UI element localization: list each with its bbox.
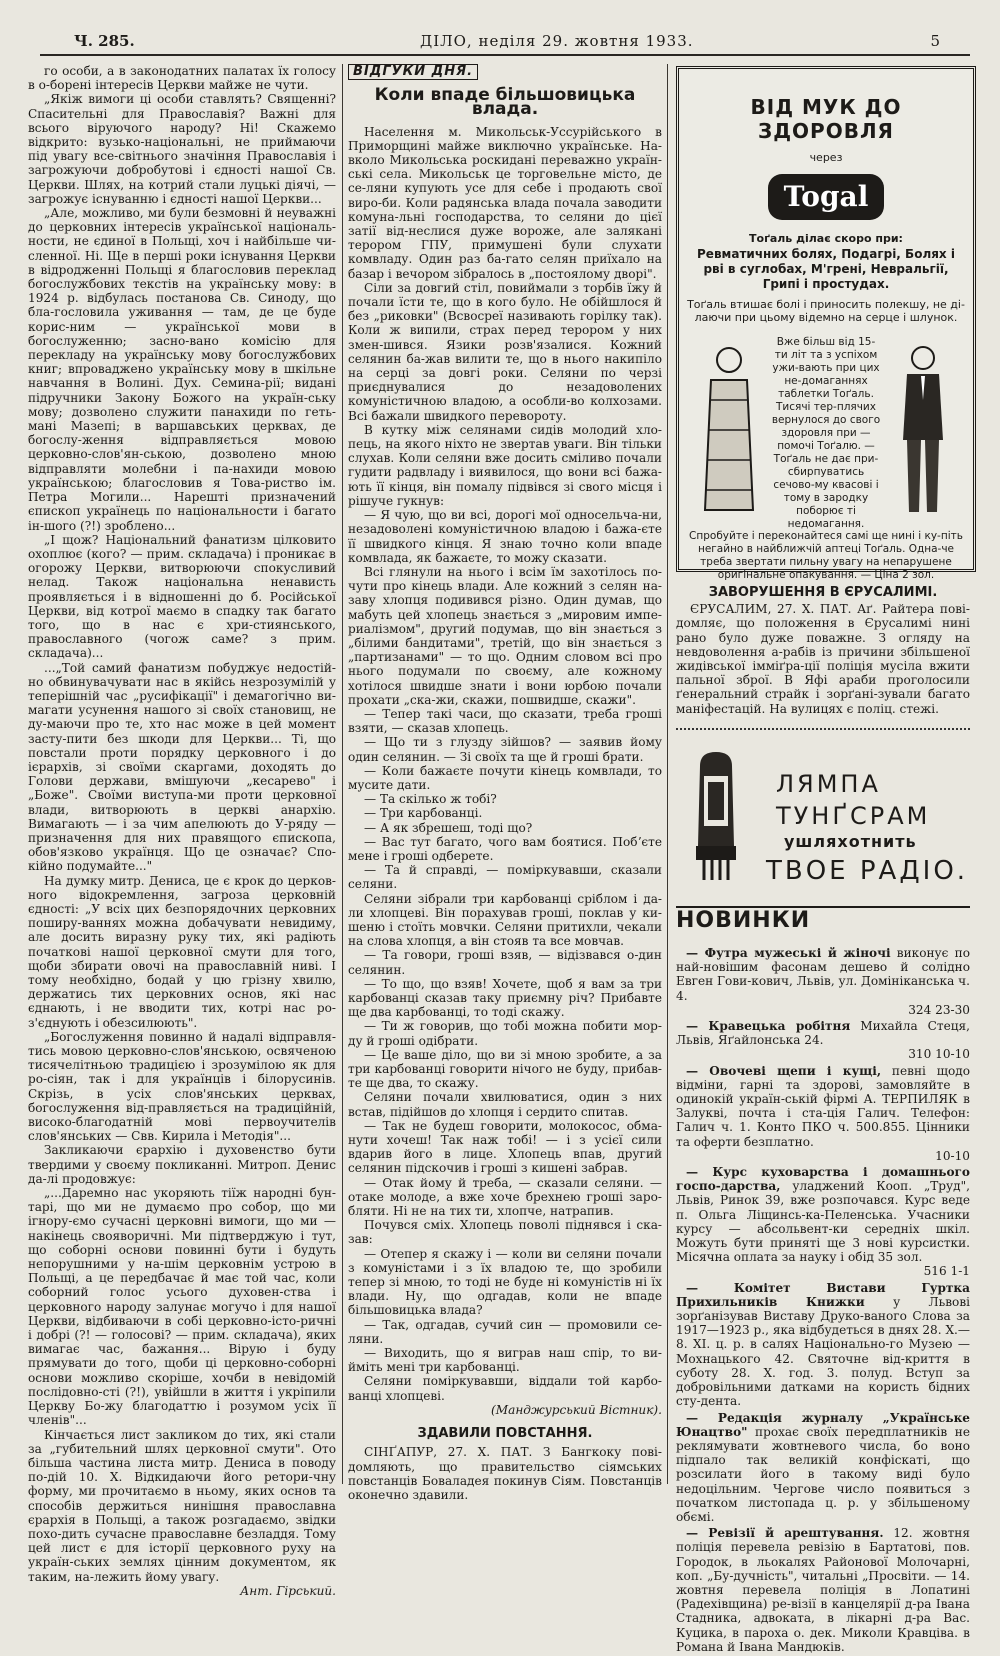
paragraph: Кінчається лист закликом до тих, які стали за „губительний шлях церковної смути". Ото більша частина листа митр. Дениса в поводу по-дій 10. X. Відкидаючи його ретори-чну форму, ми прочитаємо в ньому, яких основ та способів держиться нинішня православна єрархія в Польщі, а також розгадаємо, звідки похо-дить сучасне православне безладдя. Тому цей лист є для історії церковного руху на україн-ських землях цінним документом, як таким, на-лежить йому увагу. (28, 1427, 336, 1584)
news-item (676, 1064, 970, 1163)
paragraph: го особи, а в законодатних палатах їх голосу в о-борені інтересів Церкви майже не чути. (28, 64, 336, 93)
ad-illustration (679, 330, 973, 530)
togal-advertisement (676, 66, 976, 581)
paragraph: Населення м. Микольськ-Уссурійського в Приморщині майже виключно українське. На-вколо Микольська роскидані переважно україн-ські села. Микольськ це торговельне місто, де се-ляни купують усе для себе і продають свої виро-би. Коли радянська влада почала заводити комуна-льні господарства, то селяни до цієї затії від-неслися дуже вороже, але залякані терором ГПУ, примушені були слухати комвладу. Один раз ба-гато селян приїхало на базар і вечором зібралось в „постоялому дворі". (348, 124, 662, 281)
issue-number: Ч. 285. (74, 32, 135, 50)
column-1-article (28, 64, 336, 1598)
news-item-lead: — Редакція журналу „Українське Юнацтво" (676, 1410, 970, 1439)
healthy-man-figure (893, 340, 953, 520)
news-item (676, 1281, 970, 1409)
column-rule (667, 64, 668, 1484)
ad-code: 324 23-30 (908, 1002, 970, 1017)
masthead-date: ДІЛО, неділя 29. жовтня 1933. (420, 32, 694, 50)
news-item-text: прохає своїх передплатників не реклямувати жовтневого числа, бо воно підпало так великій конфіскаті, що розсилати його в такому виді було недоцільним. Чергове число появиться з початком листопада ц. р. у збільшеному обємі. (676, 1424, 970, 1524)
paragraph: Закликаючи єрархію і духовенство бути твердими у своєму покликанні. Митроп. Денис да-лі продовжує: (28, 1143, 336, 1186)
news-item-text: 12. жовтня поліція перевела ревізію в Бартатові, пов. Городок, в льокалях Районової Молочарні, коп. „Бу-дучність", читальні „Просвіти. — 14. жовтня перевела поліція в Лопатині (Радехівщина) ре-візії в канцелярії д-ра Івана Стадника, адвоката, в лікарні д-ра Вас. Куцика, в пароха о. дек. Миколи Кравціва. в Романа й Івана Мандюків. (676, 1526, 970, 1654)
paragraph: — А як збрешеш, тоді що? (364, 820, 533, 835)
news-item (676, 1526, 970, 1654)
paragraph: „Якіж вимоги ці особи ставлять? Священні? Спасительні для Православія? Важні для всього віруючого народу? Ні! Скажемо відкрито: вузько-національні, не приймаючи під увагу все-світнього значіння Православія і загрожуючи добробутові і єдності нашої Св. Церкви. Шлях, на котрий стали луцькі діячі, — загрожує існуванню і єдності нашої Церкви... (28, 92, 336, 206)
paragraph: Селяни поміркувавши, віддали той карбо-ванці хлопцеві. (348, 1374, 662, 1403)
news-item-text: виконує по най-новішим фасонам дешево й солідно Евген Гови-кович, Львів, ул. Домініканська ч. 4. (676, 946, 970, 1003)
news-item-lead: — Курс куховарства і домашнього госпо-дарства, (676, 1165, 970, 1194)
news-headline: ЗАВОРУШЕННЯ В ЄРУСАЛИМІ. (708, 585, 938, 600)
paragraph: В кутку між селянами сидів молодий хло-пець, на якого ніхто не звертав уваги. Він тільки слухав. Коли селяни вже досить сміливо почали гудити радвладу і виявилося, що вони всі бажа-ють її кінця, він помалу підвівся зі свого місця і рішуче гукнув: (348, 422, 662, 508)
paragraph: „...Даремно нас укоряють тіїж народні бун-тарі, що ми не думаємо про собор, що ми ігнору-ємо сучасні церковні вимоги, що ми — накінець свояворичні. Ми підтверджую і тут, що соборні основи повинні бути і будуть непорушними у на-шім церковнім устрою в Польщі, а це передбачає й має той час, коли соборний голос усього духовен-ства і церковного народу залунає могучо і для нашої Церкви, відбиваючи в собі церковно-істо-ричні і добрі (?! — голосові? — прим. складача), яких вимагає час, бажання... Вірую і буду прямувати до того, щоби ці церковно-соборні основи можливо скоріше, хочби в невідомій послідовно-сті (?!), увійшли в життя і укріпили Церкву Бо-жу благодаттю і розумом усіх її членів"... (28, 1186, 336, 1428)
news-item-text: уладжений Кооп. „Труд", Львів, Ринок 39, вже розпочався. Курс веде п. Ольга Ліщинсь-ка-Пеленська. Учасники курсу — абсольвент-ки середніх шкіл. Можуть бути приняті ще 3 нові курсистки. Місячна оплата за науку і обід 35 зол. (676, 1179, 970, 1265)
news-headline: ЗДАВИЛИ ПОВСТАННЯ. (417, 1426, 593, 1442)
column-rule (342, 64, 343, 1484)
news-item-text: у Львові зорґанізував Виставу Друко-ваного Слова за 1917—1923 р., яка відбудеться в днях 28. X.—8. XI. ц. р. в салях Національно-го Музею — Мохнацького 42. Святочне від-криття в суботу 28. X. год. 3. полуд. Вступ за добровільними датками на користь бідних сту-дента. (676, 1294, 971, 1409)
news-item (676, 946, 970, 1017)
ad-middle-text: Вже більш від 15-ти літ та з успіхом ужи-вають при цих не-домаганнях таблетки Тоґаль. Тисячі тер-плячих вернулося до свого здоровля при — помочі Тоґалю. — Тоґаль не дає при-сбирпуватись сечово-му квасові і тому в зародку поборює ті недомагання. (771, 336, 881, 530)
paragraph: — Так не будеш говорити, молокосос, обма-нути хочеш! Так наж тобі! — і з усієї сили вдарив його в лице. Хлопець впав, другий селянин підскочив і гроші з кишені забрав. (348, 1118, 662, 1176)
paragraph: — Та й справді, — поміркувавши, сказали селяни. (348, 863, 662, 892)
rubric-label: ВІДГУКИ ДНЯ. (348, 64, 478, 80)
paragraph: — Що ти з глузду зійшов? — заявив йому один селянин. — Зі своїх та ще й гроші брати. (348, 735, 662, 764)
page-number: 5 (930, 32, 940, 50)
paragraph: „Богослуження повинно й надалі відправля-тись мовою церковно-слов'янською, освяченою тисячелітньою традицією і зрозумілою як для ро-сіян, так і для українців і білорусинів. Скрізь, в усіх слов'янських церквах, богослуження від-правляється на традиційній, високо-благодатній мові первоучителів слов'янських — Свв. Кирила і Методія"... (28, 1029, 336, 1144)
radio-tube-icon (686, 746, 746, 886)
ad-line-3: ушляхотнить (784, 832, 917, 851)
news-item (676, 1165, 970, 1279)
ad-footer: Спробуйте і переконайтеся самі ще нині і ку-піть негайно в найближчій аптеці Тоґаль. Одна-че треба звертати пильну увагу на непарушене оригінальне опакування. — Ціна 2 зол. (689, 530, 963, 581)
news-item (676, 1019, 970, 1062)
article-source: (Манджурський Вістник). (491, 1402, 662, 1417)
paragraph: ...„Той самий фанатизм побуджує недостій-но обвинувачувати нас в якійсь незрозумілій у теперішній час „русифікації" і демагогічно ви-магати усунення нашого зі своїх становищ, не ду-маючи про те, хто нас може в цей момент засту-пити без шкоди для Церкви... Ті, що повстали проти порядку церковного і до ієрархів, зі своїми скаргами, доходять до Голови держави, вмішуючи „кесарево" і „Боже". Своїми виступа-ми проти церковної влади, витворюють в церкві анархію. Вимагають — і за чим апелюють до У-ряду — призначення для них правящого єпископа, обов'язково українця. Що це означає? Спо-кійно подумайте..." (28, 660, 336, 874)
column-2-article (348, 64, 662, 1502)
paragraph: — Це ваше діло, що ви зі мною зробите, а за три карбованці говорити нічого не буду, прибав-те ще два, то скажу. (348, 1047, 662, 1091)
dotted-separator (676, 728, 970, 733)
news-item-lead: — Футра мужеські й жіночі (686, 946, 891, 960)
paragraph: — Тепер такі часи, що сказати, треба гроші взяти, — сказав хлопець. (348, 706, 662, 736)
ad-line-4: ТВОЕ РАДІО. (766, 856, 969, 886)
sick-man-figure (699, 340, 759, 520)
paragraph: Селяни почали хвилюватися, один з них встав, підійшов до хлопця і сердито спитав. (348, 1090, 662, 1119)
news-text: ЄРУСАЛИМ, 27. X. ПАТ. Аґ. Райтера пові-домляє, що положення в Єрусалимі нині рано було дуже поважне. З огляду на невдоволення а-рабів із причини збільшеної жидівської імміґра-ції поліція мусіла вжити пальної зброї. В Яфі араби проголосили ґенеральний страйк і зорґані-зували багато маніфестацій. На вулицях є поліц. стежі. (676, 602, 970, 716)
ad-ailments: Ревматичних болях, Подагрі, Болях і рві в суглобах, М'грені, Невральгії, Грипі і простудах. (697, 247, 955, 291)
news-section-header (676, 906, 970, 942)
news-item-lead: — Комітет Вистави Гуртка Прихильників Книжки (676, 1280, 970, 1309)
paragraph: „Але, можливо, ми були безмовні й неуважні до церковних інтересів української національ-ности, не єдиної в Польщі, хоч і найбільше чи-сленної. Ні. Ще в перші роки існування Церкви в відродженні Польщі я благословив переклад богослужбових текстів на українську мову: в 1924 р. відбулась постанова Св. Синоду, що бла-гословила уживання — там, де це буде корис-ним — української мови в богослуженню; засно-вано комісію для перекладу на українську мову богослужбових книг; впроваджено українську мову в шкільне навчання в Волині. Дух. Семина-рії; видані підручники Закону Божого на україн-ську мову; дозволено служити панахиди по геть-мані Мазепі; в варшавських церквах, де богослу-ження відправляється мовою церковно-слов'ян-ською, дозволено мною відправляти молебни і па-нахиди мовою українською; благословив я Това-риство ім. Петра Могили... Нарешті призначений єпископ українець по національности і багато ін-шого (?!) зроблено... (28, 206, 336, 533)
paragraph: Сіли за довгий стіл, повиймали з торбів їжу й почали їсти те, що в кого було. Не обійшлося й без „риковки" (Всвосреї називають горілку так). Коли ж випили, страх перед терором у них змен-шився. Язики розв'язалися. Кожний селянин ба-жав вилити те, що в нього накипіло на серці за довгі роки. Селяни по черзі приєднувалися до незадоволених комуністичною владою, а особли-во колхозами. Всі бажали швидкого перевороту. (348, 280, 662, 423)
paragraph: — Я чую, що ви всі, дорогі мої односельча-ни, незадоволені комуністичною владою і бажа-єте її швидкого кінця. Я знаю точно коли впаде комвлада, як бажаєте, то можу сказати. (348, 508, 662, 565)
news-item-lead: — Кравецька робітня (686, 1019, 851, 1034)
paragraph: — Та скілько ж тобі? (364, 792, 497, 807)
news-item-text: Михайла Стеця, Львів, Яґайлонська 24. (676, 1019, 970, 1048)
page-header (40, 28, 970, 56)
paragraph: — Три карбованці. (364, 806, 483, 821)
ad-through: через (809, 151, 843, 164)
ad-relief: Тоґаль втишає болі і приносить полекшу, не ді-лаючи при цьому відемно на серце і шлунок. (687, 298, 965, 324)
ad-code: 516 1-1 (923, 1264, 970, 1279)
paragraph: — Коли бажаєте почути кінець комвлади, то мусите дати. (348, 763, 662, 792)
paragraph: — То що, що взяв! Хочете, щоб я вам за три карбованці сказав таку приємну річ? Прибавте ще два карбованці, то тоді скажу. (348, 976, 662, 1020)
togal-logo: Togal (768, 174, 884, 220)
article-signature: Ант. Гірський. (240, 1583, 336, 1598)
paragraph: — Отепер я скажу і — коли ви селяни почали з комуністами і з їх владою те, що зробили тепер зі мною, то тоді не буде ні комуністів ні їх влади. Ну, що одгадав, коли не впаде більшовицька влада? (348, 1246, 662, 1318)
article-title: Коли впаде більшовицька влада. (374, 85, 636, 120)
paragraph: — Вас тут багато, чого вам боятися. Побʼєте мене і гроші одберете. (348, 834, 662, 863)
news-item (676, 1411, 970, 1525)
paragraph: Селяни зібрали три карбованці сріблом і да-ли хлопцеві. Він порахував гроші, поклав у ки-шеню і стоїть мовчки. Селяни притихли, чекали на слова хлопця, а він стояв та все мовчав. (348, 891, 662, 949)
news-list (676, 946, 970, 1656)
ad-line-2: ТУНҐСРАМ (776, 802, 931, 830)
paragraph: Всі глянули на нього і всім їм захотілось по-чути про кінець влади. Але кожний з селян на-заву хлопця подивився різно. Один думав, що мабуть цей хлопець знається з „мировим импе-риалізмом", другий подумав, що він знається з „білими бандитами", третій, що він знається з „партизанами" — то що. Одним словом всі про нього подумали по своєму, але кожному хотілося швидше знати і вони юрбою почали прохати „ска-жи, скажи, пошвидше, скажи". (348, 564, 662, 707)
paragraph: На думку митр. Дениса, це є крок до церков-ного відокремлення, загроза церковній єдності: „У всіх цих безпорядочних церковних поширу-ваннях можна добачувати невидиму, але досить виразну руку тих, які радіють початкові нашої церковної смути для того, щоби збирати овочі на православній ниві. І тому необхідно, бодай у цю грізну хвилю, держатись тих церковних основ, які нас єднають, і не вводити тих, котрі нас ро-з'єднують і обезсилюють". (28, 873, 336, 1030)
paragraph: „І щож? Національний фанатизм цілковито охоплює (кого? — прим. складача) і проникає в огорожу Церкви, витворюючи спокусливий нелад. Також національна ненависть проявляється і в відношенні до б. Російської Церкви, від котрої маємо в спадку так багато того, що в нас є хри-стиянського, православного (чогож саме? з прим. складача)... (28, 532, 336, 661)
paragraph: Почувся сміх. Хлопець поволі піднявся і ска-зав: (348, 1218, 662, 1247)
paragraph: — Та говори, гроші взяв, — відізвався о-дин селянин. (348, 948, 662, 977)
ad-lead: Тоґаль ділає скоро при: (749, 232, 903, 245)
news-section-title: НОВИНКИ (676, 908, 811, 933)
ad-line-1: ЛЯМПА (776, 770, 881, 798)
paragraph: — Отак йому й треба, — сказали селяни. — отаке молоде, а вже хоче брехнею гроші заро-бляти. Ні не на тих ти, хлопче, натрапив. (348, 1175, 662, 1219)
news-item-text: певні щодо відміни, гарні та здорові, замовляйте в одинокій україн-ській фірмі А. ТЕРПИЛЯК в Залуквi, почта і ста-ція Галич. Телефон: Галич ч. 1. Конто ПКО ч. 500.855. Цінники та оферти безплатно. (676, 1063, 970, 1149)
paragraph: — Ти ж говорив, що тобі можна побити мор-ду й гроші одібрати. (348, 1019, 662, 1048)
tungsram-advertisement (676, 740, 970, 898)
paragraph: — Виходить, що я виграв наш спір, то ви-йміть мені три карбованці. (348, 1346, 662, 1375)
news-item-lead: — Овочеві щепи і кущі, (686, 1063, 882, 1078)
ad-title: ВІД МУК ДО ЗДОРОВЛЯ (750, 95, 902, 143)
jerusalem-news (676, 586, 970, 716)
news-item-lead: — Ревізії й арештування. (686, 1526, 884, 1541)
ad-code: 310 10-10 (908, 1047, 970, 1062)
paragraph: — Так, одгадав, сучий син — промовили се-ляни. (348, 1317, 662, 1346)
ad-code: 10-10 (935, 1148, 970, 1163)
article-body (348, 125, 662, 1403)
news-text: СІНҐАПУР, 27. X. ПАТ. З Бангкоку пові-домляють, що правительство сіямських повстанців Боваладея покинув Сіям. Повстанців оконечно здавили. (348, 1445, 662, 1502)
